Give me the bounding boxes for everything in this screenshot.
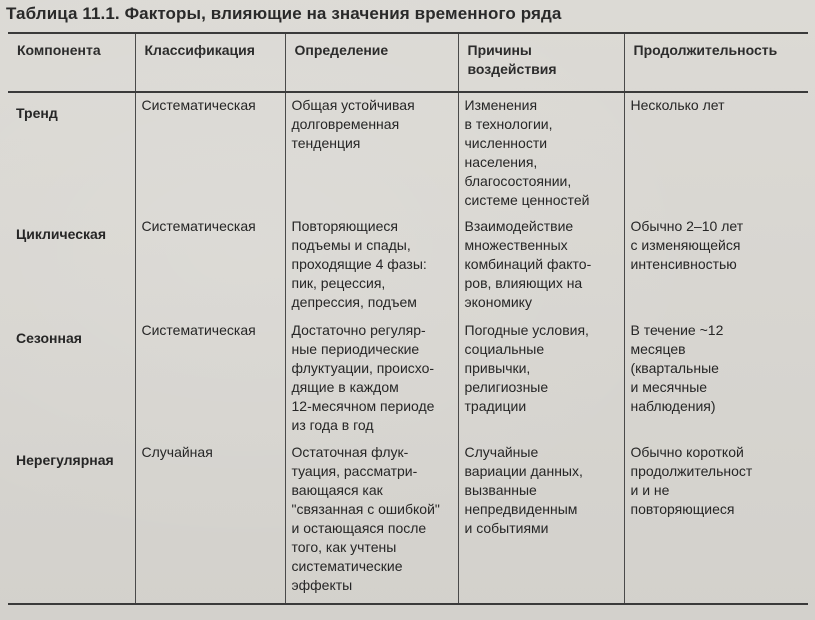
header-classification: Классификация (135, 33, 285, 92)
table-row (8, 318, 808, 440)
table-row (8, 440, 808, 604)
cell-causes: Взаимодействие множественных комбинаций факто- ров, влияющих на экономику (458, 214, 624, 318)
factors-table (8, 32, 808, 605)
cell-causes: Случайные вариации данных, вызванные непредвиденным и событиями (458, 440, 624, 604)
cell-definition: Достаточно регуляр- ные периодические флуктуации, происхо- дящие в каждом 12-месячном периоде из года в год (285, 318, 458, 440)
cell-causes: Погодные условия, социальные привычки, религиозные традиции (458, 318, 624, 440)
cell-duration: В течение ~12 месяцев (квартальные и месячные наблюдения) (624, 318, 808, 440)
header-causes: Причины воздействия (458, 33, 624, 92)
header-definition: Определение (285, 33, 458, 92)
cell-duration: Обычно короткой продолжительност и и не повторяющиеся (624, 440, 808, 604)
cell-component: Нерегулярная (8, 440, 135, 604)
table-row (8, 214, 808, 318)
cell-classification: Систематическая (135, 214, 285, 318)
cell-component: Сезонная (16, 330, 82, 346)
table-header-row (8, 33, 808, 92)
cell-definition: Общая устойчивая долговременная тенденция (285, 92, 458, 214)
table-caption: Таблица 11.1. Факторы, влияющие на значения временного ряда (6, 4, 562, 23)
cell-classification: Систематическая (135, 92, 285, 214)
cell-duration: Несколько лет (624, 92, 808, 214)
cell-definition: Повторяющиеся подъемы и спады, проходящие 4 фазы: пик, рецессия, депрессия, подъем (285, 214, 458, 318)
cell-duration: Обычно 2–10 лет с изменяющейся интенсивностью (624, 214, 808, 318)
cell-definition: Остаточная флук- туация, рассматри- вающаяся как "связанная с ошибкой" и остающаяся после того, как учтены систематические эффекты (285, 440, 458, 604)
header-component: Компонента (8, 33, 135, 92)
table-row (8, 92, 808, 214)
cell-component: Циклическая (16, 226, 106, 242)
cell-classification: Систематическая (135, 318, 285, 440)
header-duration: Продолжительность (624, 33, 808, 92)
cell-component: Тренд (16, 105, 58, 121)
cell-causes: Изменения в технологии, численности населения, благосостоянии, системе ценностей (458, 92, 624, 214)
cell-classification: Случайная (135, 440, 285, 604)
